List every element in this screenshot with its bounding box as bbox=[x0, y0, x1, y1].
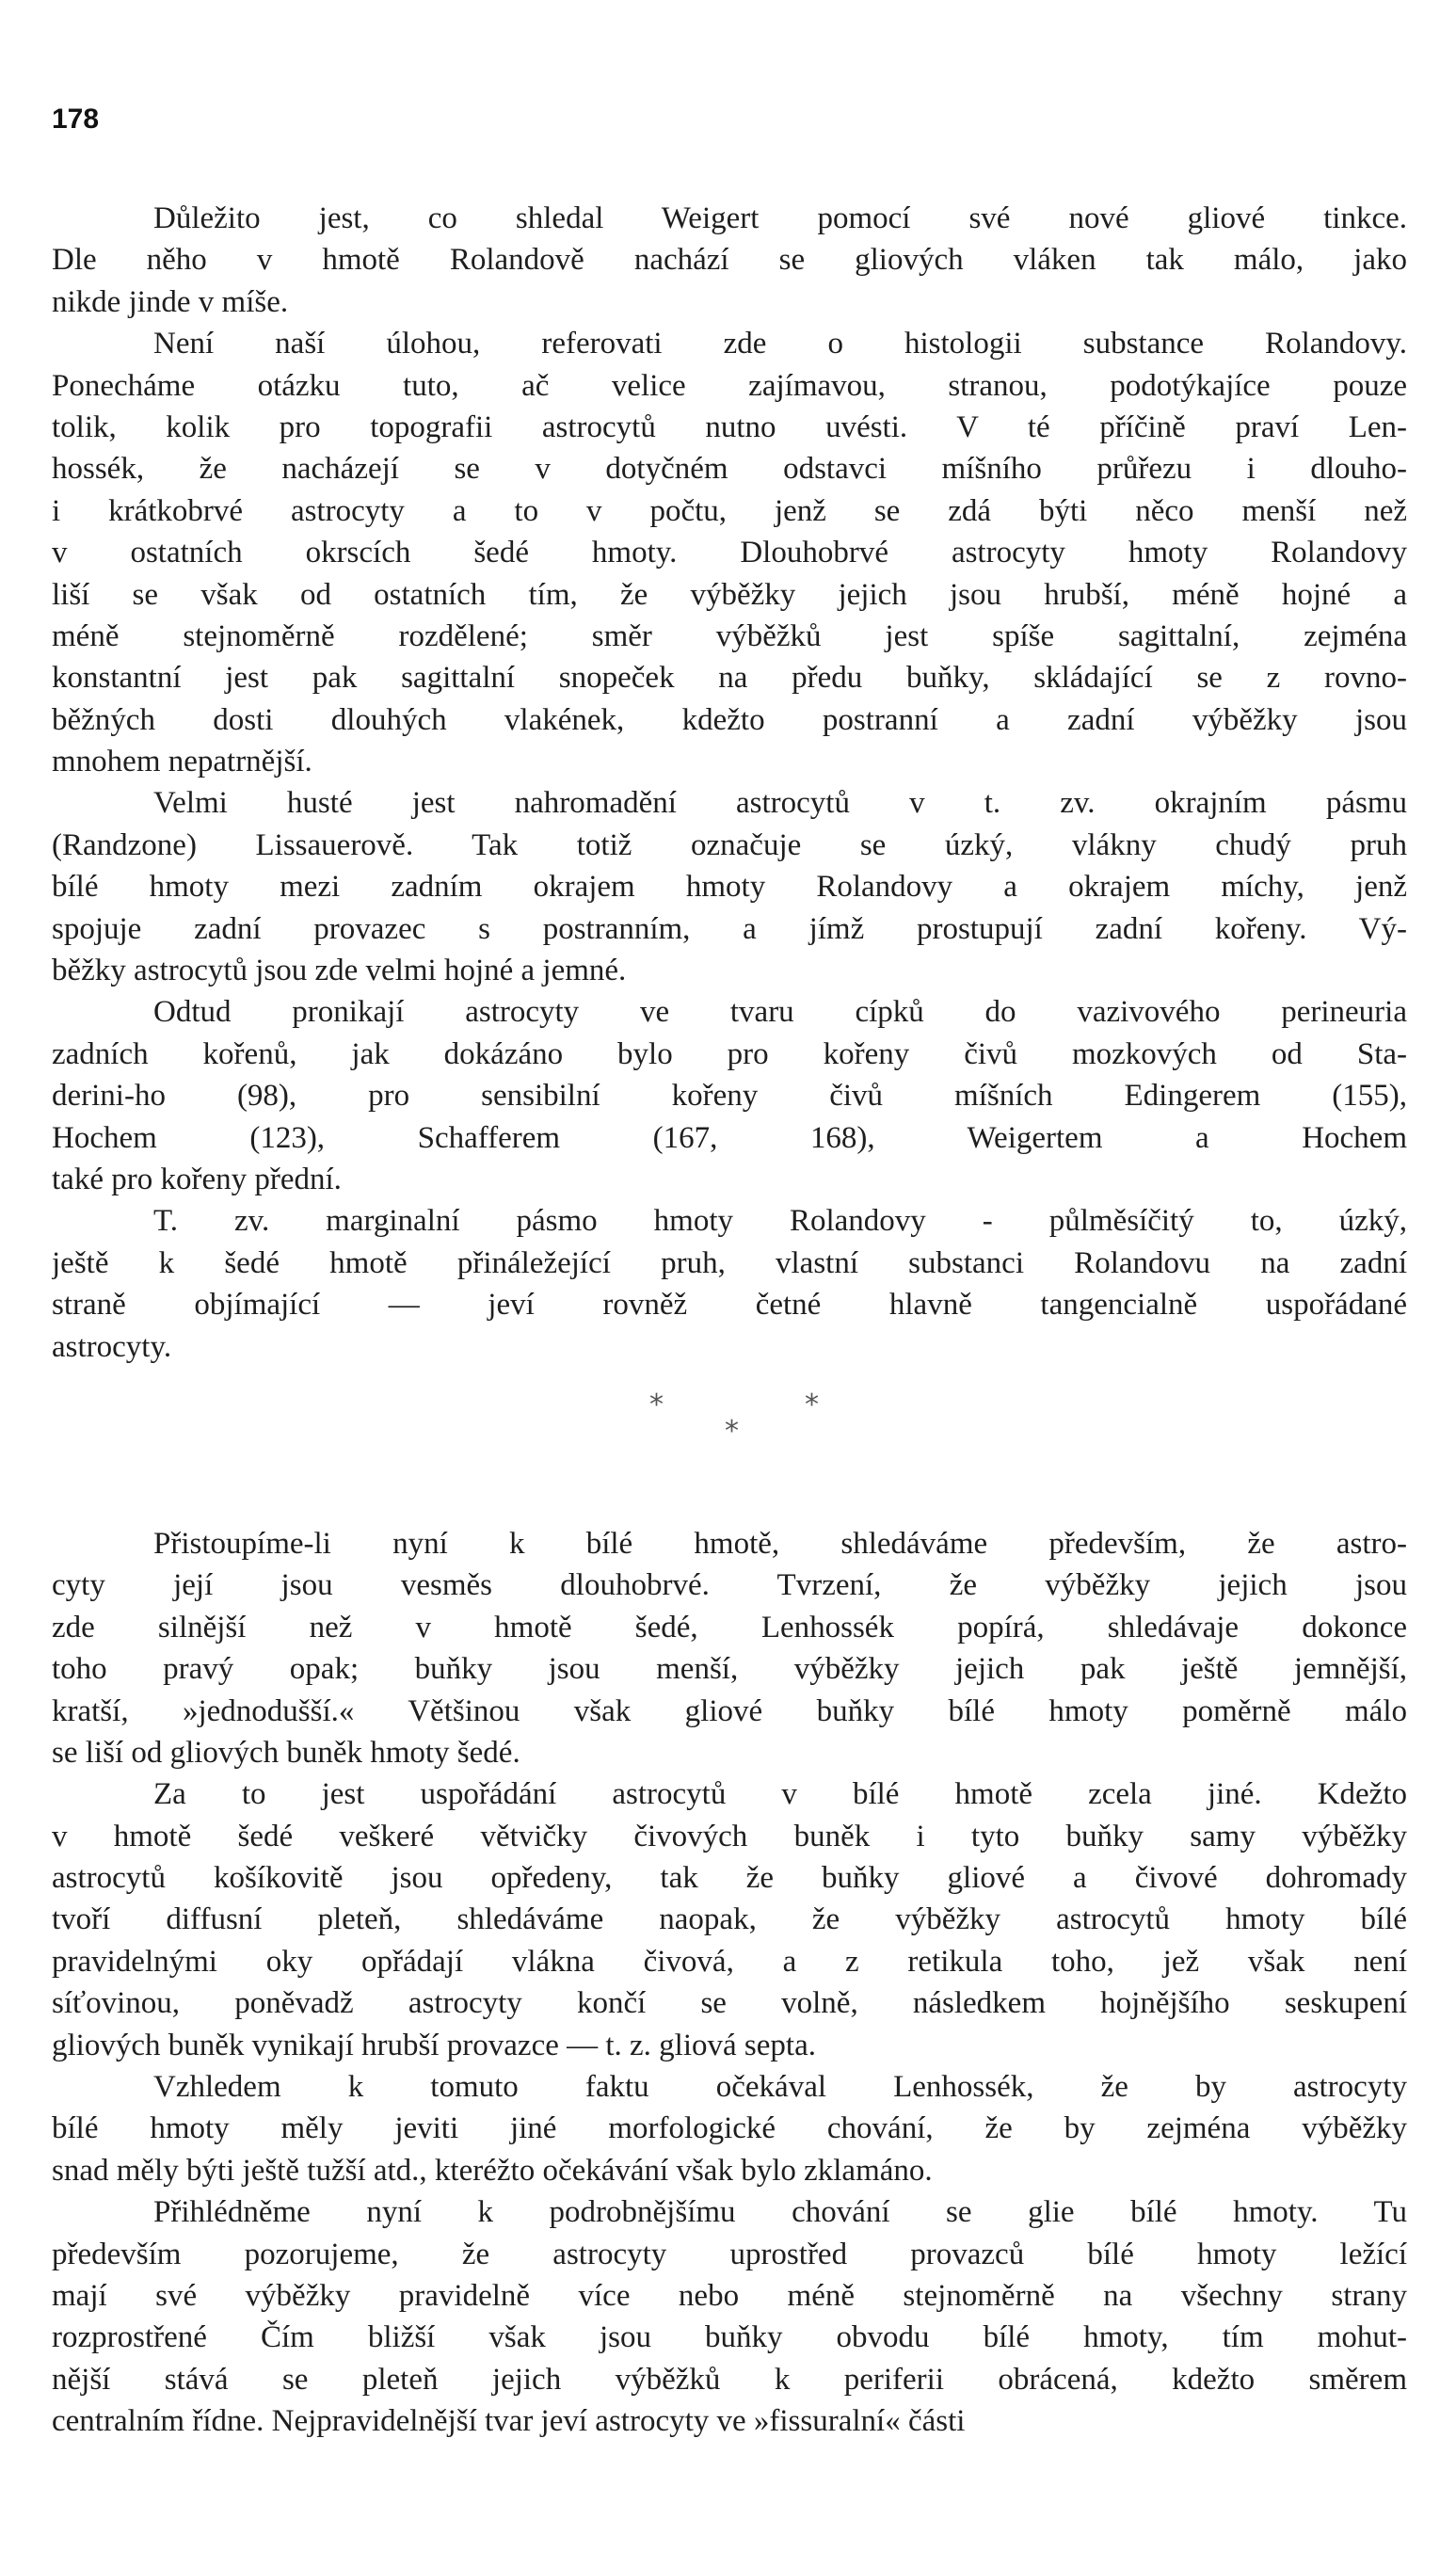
text-line: (Randzone) Lissauerově. Tak totiž označuje se úzký, vlákny chudý pruh bbox=[52, 827, 1407, 862]
text-line: mnohem nepatrnější. bbox=[52, 745, 312, 779]
text-line: i krátkobrvé astrocyty a to v počtu, jenž se zdá býti něco menší než bbox=[52, 493, 1407, 528]
text-line: Velmi husté jest nahromadění astrocytů v t. zv. okrajním pásmu bbox=[153, 786, 1407, 821]
text-line: straně objímající — jeví rovněž četné hlavně tangencialně uspořádané bbox=[52, 1288, 1407, 1323]
body-text bbox=[52, 198, 1407, 2443]
text-line: derini-ho (98), pro sensibilní kořeny čivů míšních Edingerem (155), bbox=[52, 1079, 1407, 1114]
paragraph bbox=[52, 198, 1407, 323]
text-line: rozprostřené Čím bližší však jsou buňky obvodu bílé hmoty, tím mohut- bbox=[52, 2320, 1407, 2355]
text-line: bílé hmoty měly jeviti jiné morfologické chování, že by zejména výběžky bbox=[52, 2111, 1407, 2146]
text-line: bílé hmoty mezi zadním okrajem hmoty Rolandovy a okrajem míchy, jenž bbox=[52, 870, 1407, 905]
text-line: pravidelnými oky opřádají vlákna čivová, a z retikula toho, jež však není bbox=[52, 1944, 1407, 1979]
text-line: Ponecháme otázku tuto, ač velice zajímavou, stranou, podotýkajíce pouze bbox=[52, 368, 1407, 403]
text-line: gliových buněk vynikají hrubší provazce — t. z. gliová septa. bbox=[52, 2028, 816, 2062]
paragraph bbox=[52, 991, 1407, 1200]
text-line: hossék, že nacházejí se v dotyčném odstavci míšního průřezu i dlouho- bbox=[52, 452, 1407, 487]
paragraph bbox=[52, 2191, 1407, 2442]
paragraph bbox=[52, 782, 1407, 991]
section-separator bbox=[52, 1377, 1407, 1481]
text-line: Přistoupíme-li nyní k bílé hmotě, shledáváme především, že astro- bbox=[153, 1526, 1407, 1561]
text-line: v ostatních okrscích šedé hmoty. Dlouhobrvé astrocyty hmoty Rolandovy bbox=[52, 536, 1407, 570]
text-line: liší se však od ostatních tím, že výběžky jejich jsou hrubší, méně hojné a bbox=[52, 577, 1407, 612]
page-number: 178 bbox=[52, 104, 100, 135]
text-line: snad měly býti ještě tužší atd., kteréžto očekávání však bylo zklamáno. bbox=[52, 2153, 933, 2188]
text-section-1 bbox=[52, 198, 1407, 1368]
separator-star: * bbox=[649, 1388, 664, 1421]
text-line: běžných dosti dlouhých vlakének, kdežto postranní a zadní výběžky jsou bbox=[52, 702, 1407, 737]
text-line: ještě k šedé hmotě přináležející pruh, vlastní substanci Rolandovu na zadní bbox=[52, 1245, 1407, 1280]
text-line: zde silnější než v hmotě šedé, Lenhossék popírá, shledávaje dokonce bbox=[52, 1610, 1407, 1644]
text-line: běžky astrocytů jsou zde velmi hojné a jemné. bbox=[52, 954, 627, 988]
text-line: Hochem (123), Schafferem (167, 168), Weigertem a Hochem bbox=[52, 1120, 1407, 1155]
separator-star: * bbox=[805, 1388, 819, 1421]
text-line: astrocyty. bbox=[52, 1329, 172, 1364]
text-line: kratší, »jednodušší.« Většinou však gliové buňky bílé hmoty poměrně málo bbox=[52, 1693, 1407, 1728]
text-line: toho pravý opak; buňky jsou menší, výběžky jejich pak ještě jemnější, bbox=[52, 1652, 1407, 1687]
text-line: astrocytů košíkovitě jsou opředeny, tak že buňky gliové a čivové dohromady bbox=[52, 1861, 1407, 1896]
text-section-2 bbox=[52, 1523, 1407, 2443]
text-line: Není naší úlohou, referovati zde o histologii substance Rolandovy. bbox=[153, 327, 1407, 361]
text-line: také pro kořeny přední. bbox=[52, 1162, 342, 1196]
text-line: Přihlédněme nyní k podrobnějšímu chování se glie bílé hmoty. Tu bbox=[153, 2195, 1407, 2230]
paragraph bbox=[52, 2066, 1407, 2191]
text-line: centralním řídne. Nejpravidelnější tvar jeví astrocyty ve »fissuralní« části bbox=[52, 2404, 966, 2439]
text-line: Odtud pronikají astrocyty ve tvaru cípků do vazivového perineuria bbox=[153, 995, 1407, 1030]
text-line: tvoří diffusní pleteň, shledáváme naopak, že výběžky astrocytů hmoty bílé bbox=[52, 1902, 1407, 1937]
paragraph bbox=[52, 1200, 1407, 1368]
paragraph bbox=[52, 1773, 1407, 2066]
text-line: Vzhledem k tomuto faktu očekával Lenhossék, že by astrocyty bbox=[153, 2070, 1407, 2105]
paragraph bbox=[52, 323, 1407, 782]
text-line: v hmotě šedé veškeré větvičky čivových buněk i tyto buňky samy výběžky bbox=[52, 1819, 1407, 1853]
text-line: Za to jest uspořádání astrocytů v bílé hmotě zcela jiné. Kdežto bbox=[153, 1777, 1407, 1812]
text-line: mají své výběžky pravidelně více nebo méně stejnoměrně na všechny strany bbox=[52, 2278, 1407, 2313]
text-line: síťovinou, poněvadž astrocyty končí se volně, následkem hojnějšího seskupení bbox=[52, 1986, 1407, 2021]
text-line: konstantní jest pak sagittalní snopeček na předu buňky, skládající se z rovno- bbox=[52, 661, 1407, 696]
text-line: především pozorujeme, že astrocyty uprostřed provazců bílé hmoty ležící bbox=[52, 2237, 1407, 2271]
text-line: Důležito jest, co shledal Weigert pomocí své nové gliové tinkce. bbox=[153, 201, 1407, 235]
text-line: nější stává se pleteň jejich výběžků k periferii obrácená, kdežto směrem bbox=[52, 2362, 1407, 2397]
text-line: zadních kořenů, jak dokázáno bylo pro kořeny čivů mozkových od Sta- bbox=[52, 1036, 1407, 1071]
text-line: méně stejnoměrně rozdělené; směr výběžků jest spíše sagittalní, zejména bbox=[52, 618, 1407, 653]
text-line: se liší od gliových buněk hmoty šedé. bbox=[52, 1735, 520, 1770]
paragraph bbox=[52, 1523, 1407, 1773]
text-line: T. zv. marginalní pásmo hmoty Rolandovy - půlměsíčitý to, úzký, bbox=[153, 1204, 1407, 1239]
text-line: cyty její jsou vesměs dlouhobrvé. Tvrzení, že výběžky jejich jsou bbox=[52, 1568, 1407, 1603]
text-line: tolik, kolik pro topografii astrocytů nutno uvésti. V té příčině praví Len- bbox=[52, 409, 1407, 444]
text-line: nikde jinde v míše. bbox=[52, 284, 289, 319]
text-line: spojuje zadní provazec s postranním, a jímž prostupují zadní kořeny. Vý- bbox=[52, 911, 1407, 946]
separator-star: * bbox=[725, 1414, 739, 1448]
text-line: Dle něho v hmotě Rolandově nachází se gliových vláken tak málo, jako bbox=[52, 243, 1407, 278]
